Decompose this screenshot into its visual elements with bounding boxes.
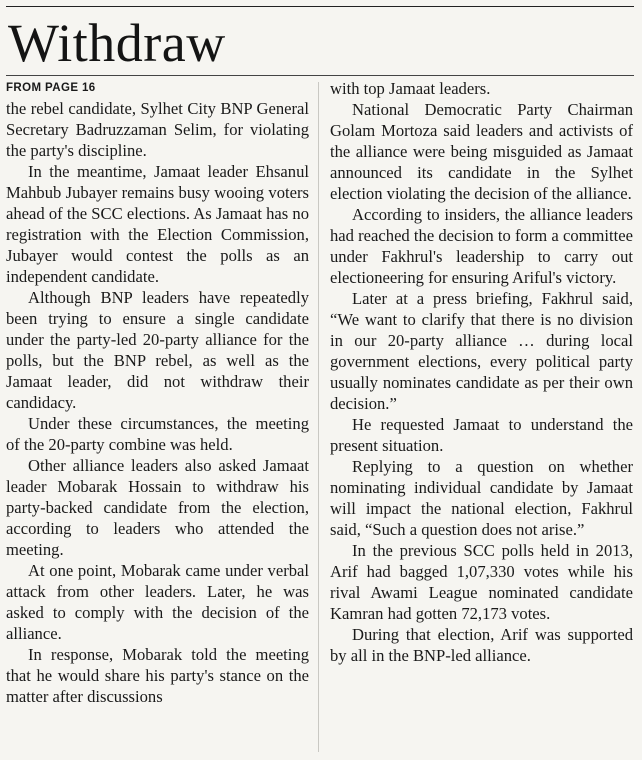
continuation-label: FROM PAGE 16 [6, 82, 96, 94]
paragraph: He requested Jamaat to understand the present situation. [330, 415, 633, 455]
paragraph: with top Jamaat leaders. [330, 79, 491, 98]
column-divider [318, 82, 319, 752]
paragraph: In the previous SCC polls held in 2013, Arif had bagged 1,07,330 votes while his rival Awami League nominated candidate Kamran had gotten 72,173 votes. [330, 541, 633, 623]
article-column-1 [6, 78, 309, 707]
paragraph: Replying to a question on whether nominating individual candidate by Jamaat will impact the national election, Fakhrul said, “Such a question does not arise.” [330, 457, 633, 539]
paragraph: Although BNP leaders have repeatedly been trying to ensure a single candidate under the party-led 20-party alliance for the polls, but the BNP rebel, as well as the Jamaat leader, did not withdraw their candidacy. [6, 288, 309, 412]
article-column-2 [330, 78, 633, 666]
paragraph: Later at a press briefing, Fakhrul said, “We want to clarify that there is no division in our 20-party alliance … during local government elections, every political party usually nominates candidate as per their own decision.” [330, 289, 633, 413]
paragraph: According to insiders, the alliance leaders had reached the decision to form a committee under Fakhrul's leadership to carry out electioneering for ensuring Ariful's victory. [330, 205, 633, 287]
paragraph: Other alliance leaders also asked Jamaat leader Mobarak Hossain to withdraw his party-backed candidate from the election, according to leaders who attended the meeting. [6, 456, 309, 559]
paragraph: In the meantime, Jamaat leader Ehsanul Mahbub Jubayer remains busy wooing voters ahead of the SCC elections. As Jamaat has no registration with the Election Commission, Jubayer would contest the polls as an independent candidate. [6, 162, 309, 286]
paragraph: the rebel candidate, Sylhet City BNP General Secretary Badruzzaman Selim, for violating the party's discipline. [6, 99, 309, 160]
headline: Withdraw [8, 13, 226, 73]
paragraph: In response, Mobarak told the meeting that he would share his party's stance on the matter after discussions [6, 645, 309, 706]
paragraph: At one point, Mobarak came under verbal attack from other leaders. Later, he was asked to comply with the decision of the alliance. [6, 561, 309, 643]
paragraph: Under these circumstances, the meeting of the 20-party combine was held. [6, 414, 309, 454]
headline-box [6, 6, 634, 76]
paragraph: National Democratic Party Chairman Golam Mortoza said leaders and activists of the alliance were being misguided as Jamaat announced its candidate in the Sylhet election violating the decision of the alliance. [330, 100, 633, 203]
paragraph: During that election, Arif was supported by all in the BNP-led alliance. [330, 625, 633, 665]
